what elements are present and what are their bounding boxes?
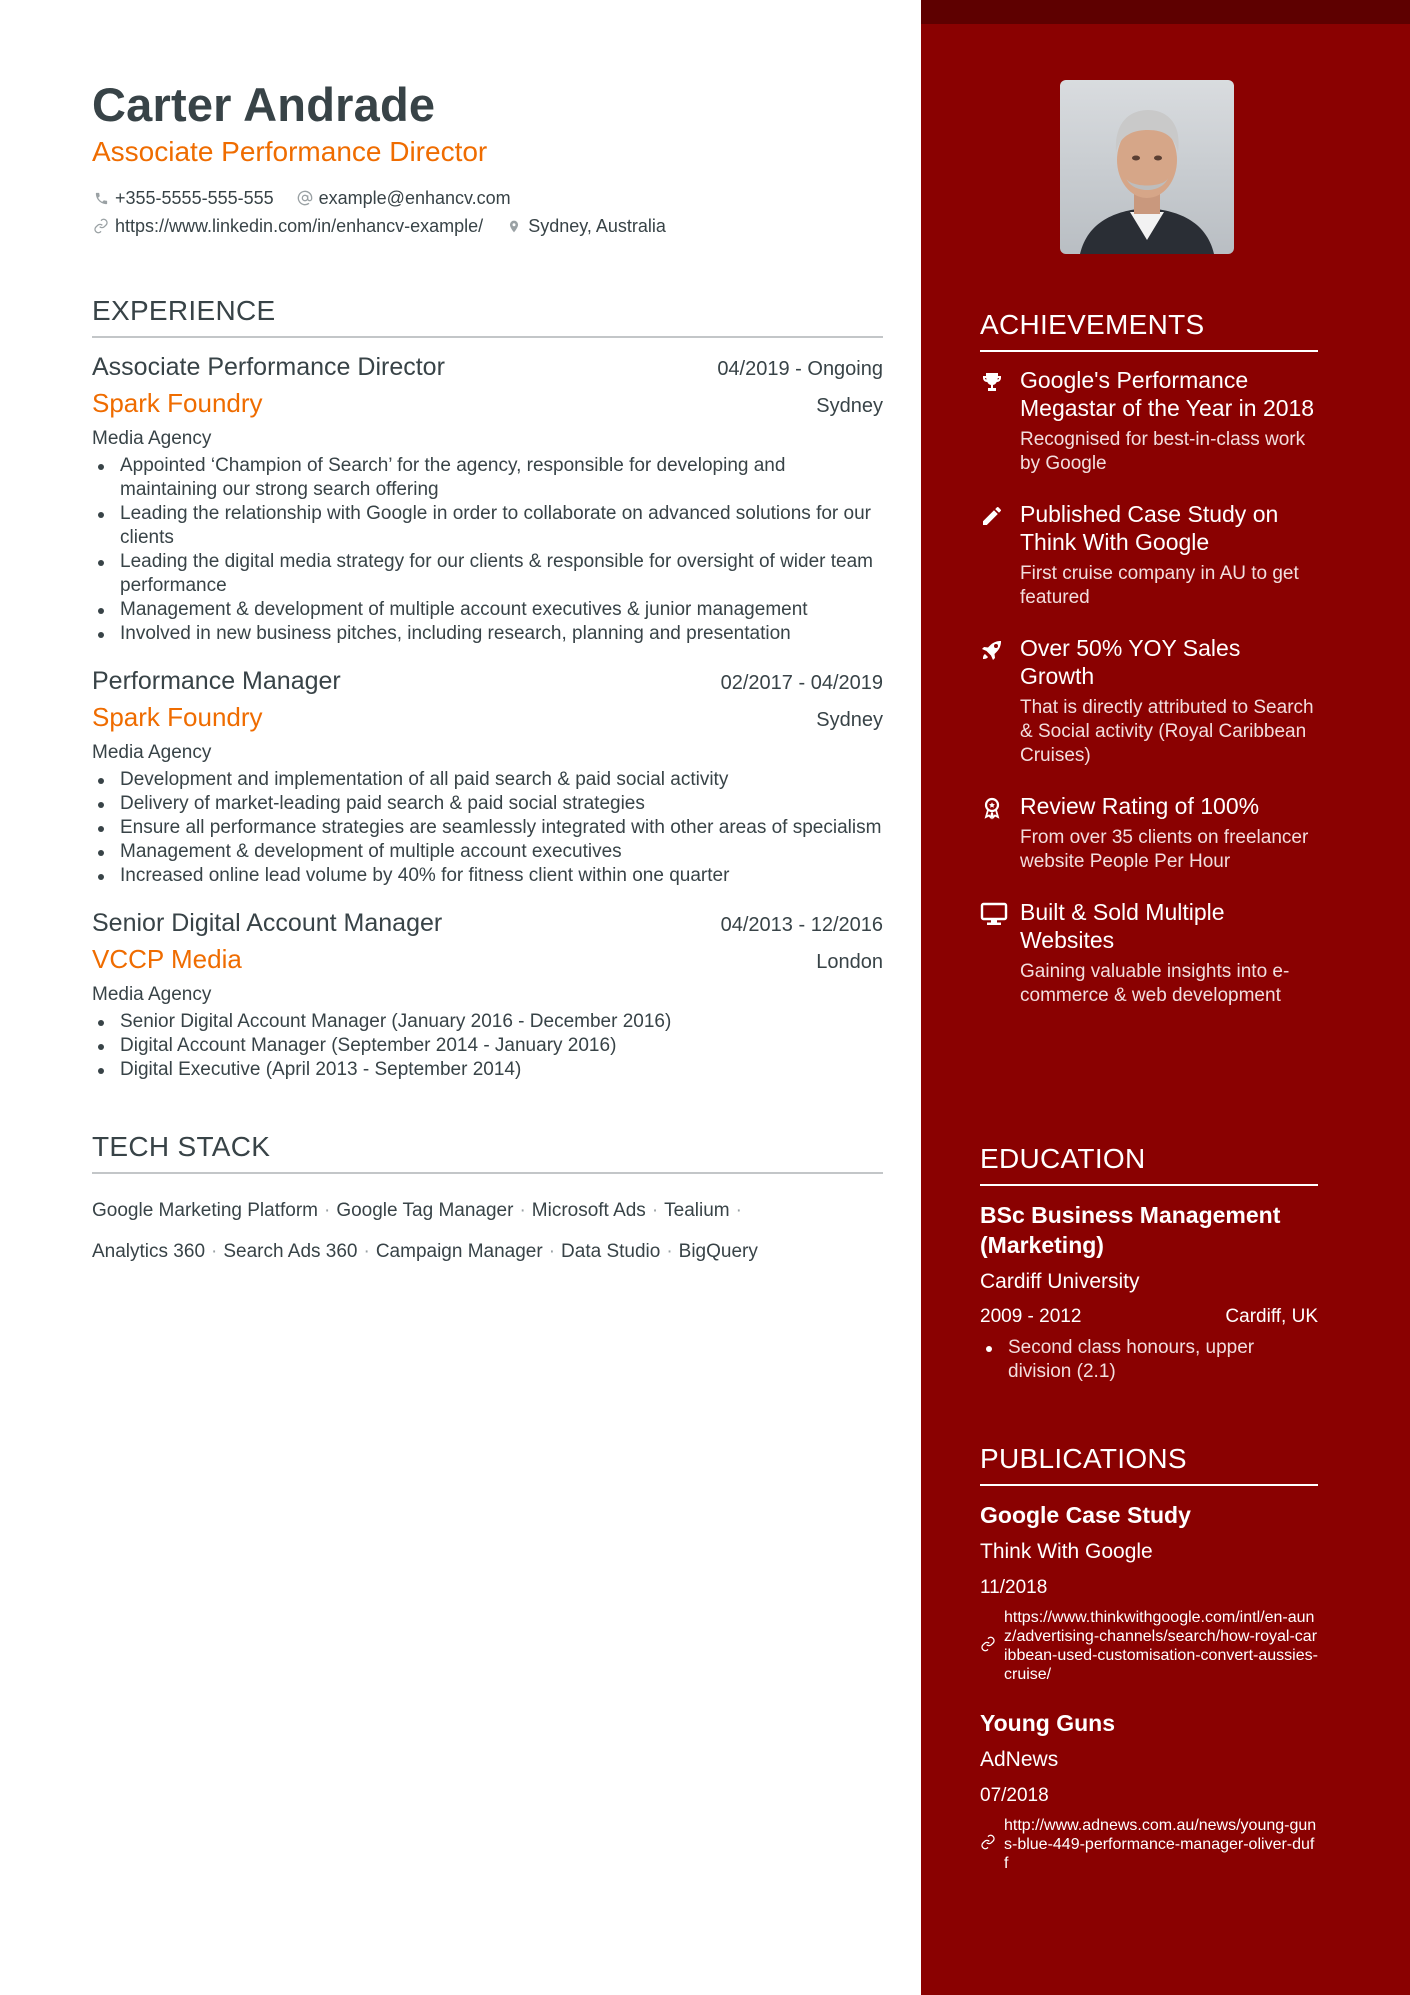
achievement-title: Published Case Study on Think With Google	[1020, 501, 1279, 555]
achievement-title: Review Rating of 100%	[1020, 793, 1260, 819]
linkedin-text: https://www.linkedin.com/in/enhancv-example/	[115, 215, 484, 236]
experience-company: VCCP Media	[92, 944, 242, 974]
bullet-item: Delivery of market-leading paid search & paid social strategies	[92, 792, 883, 816]
map-pin-icon	[505, 217, 523, 235]
experience-location: London	[816, 951, 883, 973]
location-contact	[505, 216, 666, 237]
bullet-item: Second class honours, upper division (2.1)	[980, 1336, 1318, 1384]
candidate-name: Carter Andrade	[92, 78, 436, 131]
link-icon	[92, 217, 110, 235]
education-dates: 2009 - 2012	[980, 1306, 1082, 1327]
pencil-icon	[980, 500, 1008, 610]
publication-item	[980, 1708, 1318, 1873]
phone-text: +355-5555-555-555	[115, 187, 274, 208]
experience-location: Sydney	[816, 709, 883, 731]
separator-dot: ·	[548, 1241, 556, 1262]
experience-role: Senior Digital Account Manager	[92, 909, 443, 937]
experience-type: Media Agency	[92, 984, 212, 1005]
achievement-desc: Recognised for best-in-class work by Google	[1020, 429, 1306, 474]
monitor-icon	[980, 898, 1008, 1008]
location-text: Sydney, Australia	[528, 215, 666, 236]
trophy-icon	[980, 366, 1008, 476]
tech-item: Microsoft Ads	[531, 1200, 646, 1221]
tech-item: Tealium	[664, 1200, 730, 1221]
achievement-item	[980, 366, 1318, 476]
experience-type: Media Agency	[92, 742, 212, 763]
bullet-item: Involved in new business pitches, including research, planning and presentation	[92, 622, 883, 646]
achievement-desc: Gaining valuable insights into e-commerce & web development	[1020, 961, 1290, 1006]
experience-date: 04/2013 - 12/2016	[720, 914, 883, 936]
link-icon	[980, 1636, 1004, 1657]
phone-icon	[92, 189, 110, 207]
sidebar-top-bar	[921, 0, 1410, 24]
bullet-item: Leading the digital media strategy for our clients & responsible for oversight of wider team performance	[92, 550, 883, 598]
separator-dot: ·	[666, 1241, 673, 1262]
bullet-item: Development and implementation of all paid search & paid social activity	[92, 768, 883, 792]
separator-dot: ·	[211, 1241, 218, 1262]
bullet-item: Increased online lead volume by 40% for fitness client within one quarter	[92, 864, 883, 888]
contact-info	[92, 184, 883, 240]
publication-publisher: Think With Google	[980, 1540, 1153, 1563]
publication-item	[980, 1500, 1318, 1684]
publication-link[interactable]	[980, 1816, 1318, 1873]
experience-date: 04/2019 - Ongoing	[717, 358, 883, 380]
section-title-experience: EXPERIENCE	[92, 294, 883, 338]
rocket-icon	[980, 634, 1008, 768]
publication-title: Google Case Study	[980, 1502, 1191, 1528]
achievement-title: Over 50% YOY Sales Growth	[1020, 635, 1241, 689]
section-title-publications: PUBLICATIONS	[980, 1442, 1318, 1486]
at-icon	[296, 189, 314, 207]
separator-dot: ·	[651, 1200, 659, 1221]
experience-role: Associate Performance Director	[92, 353, 445, 381]
separator-dot: ·	[324, 1200, 331, 1221]
experience-company: Spark Foundry	[92, 702, 263, 732]
experience-bullets	[92, 1010, 883, 1082]
achievement-item	[980, 634, 1318, 768]
tech-item: Data Studio	[561, 1241, 661, 1262]
publication-url: http://www.adnews.com.au/news/young-guns-blue-449-performance-manager-oliver-duff	[1004, 1817, 1317, 1872]
email-text: example@enhancv.com	[318, 187, 511, 208]
tech-item: Google Tag Manager	[336, 1200, 514, 1221]
link-icon	[980, 1834, 1004, 1855]
bullet-item: Management & development of multiple account executives & junior management	[92, 598, 883, 622]
publications-section	[980, 1442, 1318, 1873]
education-section	[980, 1142, 1318, 1384]
publication-title: Young Guns	[980, 1710, 1116, 1736]
experience-item	[92, 664, 883, 888]
tech-item: Campaign Manager	[375, 1241, 543, 1262]
experience-section	[92, 294, 883, 1082]
experience-role: Performance Manager	[92, 667, 341, 695]
education-school: Cardiff University	[980, 1270, 1140, 1293]
profile-photo	[1060, 80, 1234, 254]
achievement-desc: First cruise company in AU to get featured	[1020, 563, 1299, 608]
achievement-desc: From over 35 clients on freelancer website People Per Hour	[1020, 827, 1309, 872]
publication-publisher: AdNews	[980, 1748, 1059, 1771]
experience-type: Media Agency	[92, 428, 212, 449]
bullet-item: Appointed ‘Champion of Search’ for the agency, responsible for developing and maintaining our strong search offering	[92, 454, 883, 502]
section-title-achievements: ACHIEVEMENTS	[980, 308, 1318, 352]
separator-dot: ·	[519, 1200, 526, 1221]
experience-bullets	[92, 768, 883, 888]
experience-item	[92, 350, 883, 646]
tech-item: Search Ads 360	[223, 1241, 358, 1262]
achievement-item	[980, 792, 1318, 874]
award-icon	[980, 792, 1008, 874]
candidate-title: Associate Performance Director	[92, 136, 488, 167]
experience-date: 02/2017 - 04/2019	[720, 672, 883, 694]
achievement-title: Google's Performance Megastar of the Year in 2018	[1020, 367, 1315, 421]
bullet-item: Digital Account Manager (September 2014 - January 2016)	[92, 1034, 883, 1058]
experience-bullets	[92, 454, 883, 646]
experience-location: Sydney	[816, 395, 883, 417]
sidebar	[921, 0, 1410, 1995]
section-title-education: EDUCATION	[980, 1142, 1318, 1186]
bullet-item: Leading the relationship with Google in order to collaborate on advanced solutions for our clients	[92, 502, 883, 550]
tech-item: Analytics 360	[92, 1241, 206, 1262]
bullet-item: Digital Executive (April 2013 - September 2014)	[92, 1058, 883, 1082]
experience-item	[92, 906, 883, 1082]
bullet-item: Senior Digital Account Manager (January 2016 - December 2016)	[92, 1010, 883, 1034]
tech-item: BigQuery	[678, 1241, 758, 1262]
section-title-tech-stack: TECH STACK	[92, 1130, 883, 1174]
achievement-desc: That is directly attributed to Search & Social activity (Royal Caribbean Cruises)	[1020, 697, 1314, 766]
publication-date: 11/2018	[980, 1577, 1048, 1598]
phone-contact[interactable]	[92, 188, 274, 209]
publication-date: 07/2018	[980, 1785, 1049, 1806]
achievement-title: Built & Sold Multiple Websites	[1020, 899, 1225, 953]
separator-dot: ·	[363, 1241, 370, 1262]
achievement-item	[980, 500, 1318, 610]
achievements-section	[980, 308, 1318, 1008]
publication-link[interactable]	[980, 1608, 1318, 1684]
tech-stack-list	[92, 1190, 872, 1272]
email-contact[interactable]	[296, 188, 511, 209]
bullet-item: Management & development of multiple account executives	[92, 840, 883, 864]
separator-dot: ·	[735, 1200, 742, 1221]
bullet-item: Ensure all performance strategies are seamlessly integrated with other areas of specialism	[92, 816, 883, 840]
education-degree: BSc Business Management (Marketing)	[980, 1202, 1281, 1258]
experience-company: Spark Foundry	[92, 388, 263, 418]
publication-url: https://www.thinkwithgoogle.com/intl/en-aunz/advertising-channels/search/how-royal-caribbean-used-customisation-convert-aussies-cruise/	[1004, 1609, 1318, 1683]
tech-item: Google Marketing Platform	[92, 1200, 318, 1221]
education-location: Cardiff, UK	[1225, 1306, 1318, 1327]
tech-stack-section	[92, 1130, 883, 1272]
achievement-item	[980, 898, 1318, 1008]
education-bullets	[980, 1336, 1318, 1384]
linkedin-contact[interactable]	[92, 216, 483, 237]
